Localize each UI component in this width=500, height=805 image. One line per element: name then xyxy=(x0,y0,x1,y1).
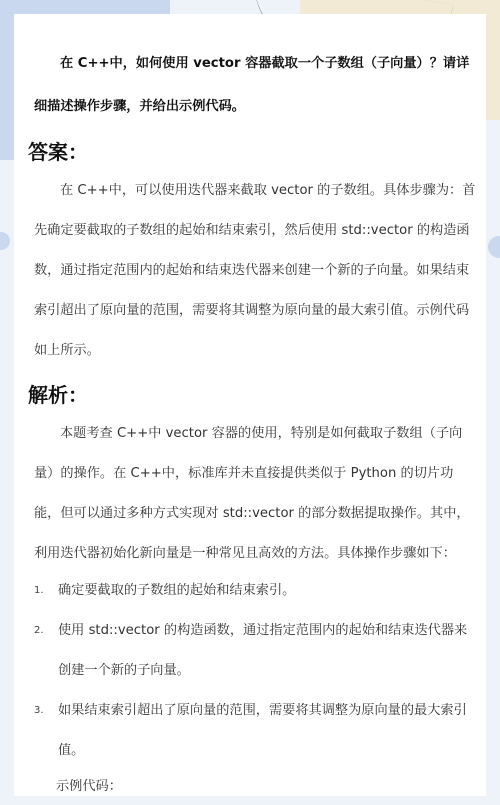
list-item xyxy=(34,691,476,771)
analysis-text: 本题考查 C++中 vector 容器的使用，特别是如何截取子数组（子向量）的操作。在 C++中，标准库并未直接提供类似于 Python 的切片功能，但可以通过多种方式实现对 std::vector 的部分数据提取操作。其中，利用迭代器初始化新向量是一种常见且高效的方法。具体操作步骤如下： xyxy=(34,426,470,561)
step-text: 确定要截取的子数组的起始和结束索引。 xyxy=(58,583,296,598)
list-item xyxy=(34,571,476,611)
steps-list xyxy=(34,571,476,771)
background-dot-right xyxy=(488,236,500,258)
question-text: 在 C++中，如何使用 vector 容器截取一个子数组（子向量）？请详细描述操作步骤，并给出示例代码。 xyxy=(34,56,470,114)
answer-text: 在 C++中，可以使用迭代器来截取 vector 的子数组。具体步骤为：首先确定要截取的子数组的起始和结束索引，然后使用 std::vector 的构造函数，通过指定范围内的起始和结束迭代器来创建一个新的子向量。如果结束索引超出了原向量的范围，需要将其调整为原向量的最大索引值。示例代码如上所示。 xyxy=(34,183,476,358)
answer-heading: 答案： xyxy=(28,140,88,164)
step-number: 1. xyxy=(34,585,44,596)
document-page xyxy=(14,14,486,796)
step-number: 3. xyxy=(34,705,44,716)
step-text: 如果结束索引超出了原向量的范围，需要将其调整为原向量的最大索引值。 xyxy=(58,703,467,758)
step-text: 使用 std::vector 的构造函数，通过指定范围内的起始和结束迭代器来创建一个新的子向量。 xyxy=(58,623,468,678)
list-item xyxy=(34,611,476,691)
background-dot-left xyxy=(0,232,10,250)
example-code-label: 示例代码： xyxy=(56,779,122,794)
document-content xyxy=(28,14,476,805)
step-number: 2. xyxy=(34,625,44,636)
analysis-heading: 解析： xyxy=(28,383,88,407)
